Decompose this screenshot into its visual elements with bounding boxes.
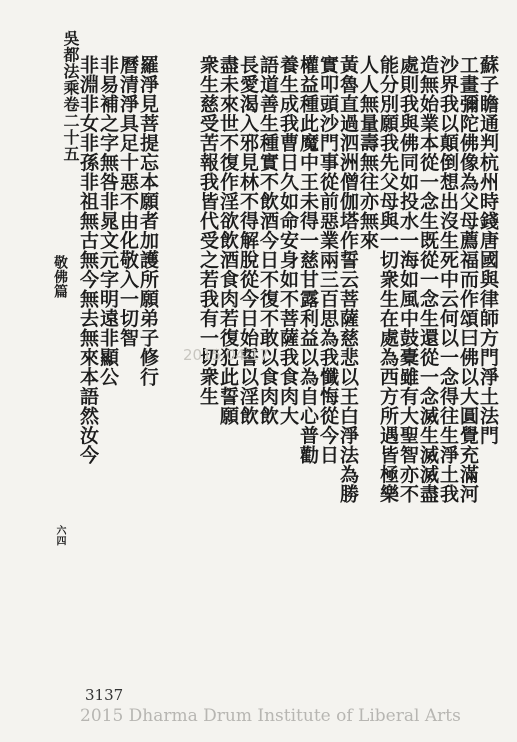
text-column: 盡未來世不復作淫欲飲酒食肉若復犯此誓願 — [217, 55, 239, 426]
text-column: 沙界我以顛倒想出沒生死中云何以一念得往生淨土我 — [437, 55, 459, 504]
text-column: 曆清淨具足十惡不由化敬入一切智 — [117, 55, 139, 348]
section-title: 敬佛篇 — [52, 255, 68, 299]
text-column: 權益種此魔中王未得一慈甘露利益以為自心普勸 — [297, 55, 319, 465]
date-watermark: 2015.04.17 — [183, 346, 269, 364]
page-index: 3137 — [85, 686, 124, 704]
text-column: 養生成我曹日久如命安身如不菩薩我食肉大 — [277, 55, 299, 426]
text-column: 衆生慈受苦報我皆代受之若我有一切衆生 — [197, 55, 219, 406]
text-column: 工畫彌陀佛像為父母薦福而作頌曰佛以大圓覺充滿河 — [457, 55, 479, 504]
copyright-watermark: 2015 Dharma Drum Institute of Liberal Arts — [80, 706, 461, 726]
text-column: 黃魯直過泗洲僧伽塔作誓云菩薩慈悲以王白淨法為勝 — [337, 55, 359, 504]
text-column: 人人無量壽無往亦無來 — [357, 55, 379, 250]
text-column: 語道善生種實不飲酒今日不復不敢以食肉飲 — [257, 55, 279, 426]
text-column: 實叩頭沙門事從前惡業兩三百思為我懺悔從今日 — [317, 55, 339, 465]
text-column: 能分別願我先父母與一切衆生在處為西方所遇皆極樂 — [377, 55, 399, 504]
text-column: 處則我與佛同如投水一海如風中鼓橐雖有大聖智亦不 — [397, 55, 419, 504]
volume-title: 吳都法乘卷二十五 — [61, 30, 80, 162]
text-column: 造無始業本從一念生既從一念生還從一念滅生滅滅盡 — [417, 55, 439, 504]
folio-number: 六四 — [54, 525, 65, 546]
text-column: 蘇子瞻通判杭州時錢唐國與律師方門淨土法門 — [477, 55, 499, 445]
text-column: 長愛渴入邪見林不得解脫從今日始誓以淫飲 — [237, 55, 259, 426]
text-column: 非易補之字無咎非晁文元字明遠非顯公 — [97, 55, 119, 387]
text-column: 羅淨見菩提忘本願者加護所願弟子修行 — [137, 55, 159, 387]
text-column: 非淵非女非孫非祖無古無今無去無來本語然汝今 — [77, 55, 99, 465]
